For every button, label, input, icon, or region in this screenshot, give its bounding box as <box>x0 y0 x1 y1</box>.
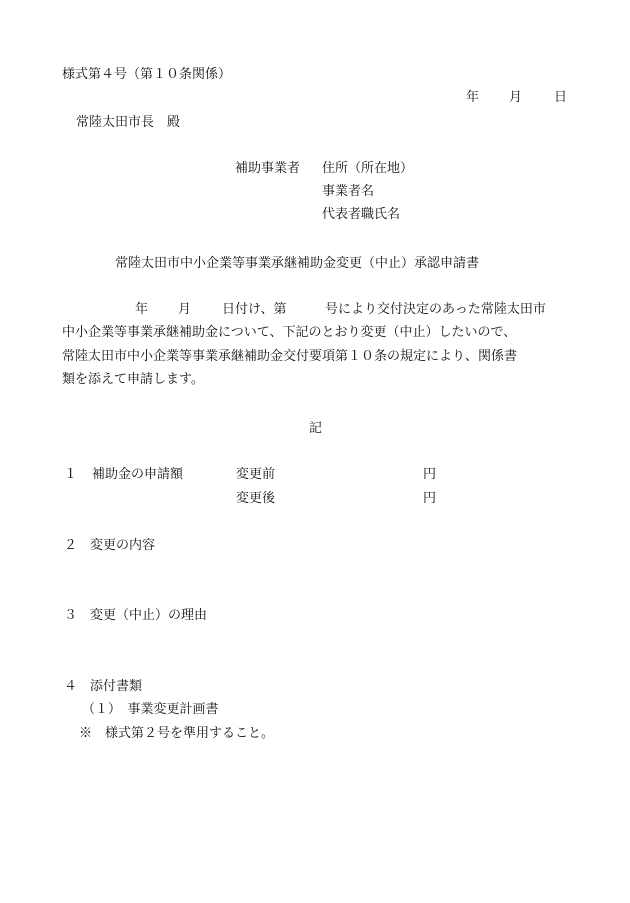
form-number: 様式第４号（第１０条関係） <box>62 67 232 82</box>
document-title: 常陸太田市中小企業等事業承継補助金変更（中止）承認申請書 <box>115 256 480 271</box>
date-day-label: 日 <box>554 90 568 105</box>
applicant-address-label: 住所（所在地） <box>322 161 414 176</box>
item1-before-label: 変更前 <box>236 467 276 482</box>
body-line4: 類を添えて申請します。 <box>62 372 204 387</box>
body-day-ref: 日付け、第 <box>222 302 287 317</box>
item2-heading: ２ 変更の内容 <box>64 538 156 553</box>
note: ※ 様式第２号を準用すること。 <box>79 726 275 741</box>
item1-after-label: 変更後 <box>236 491 276 506</box>
body-line3: 常陸太田市中小企業等事業承継補助金交付要項第１０条の規定により、関係書 <box>62 349 518 364</box>
applicant-role-label: 補助事業者 <box>235 161 301 176</box>
item3-heading: ３ 変更（中止）の理由 <box>64 608 208 623</box>
applicant-representative-label: 代表者職氏名 <box>322 207 401 222</box>
item1-label: 補助金の申請額 <box>92 467 184 482</box>
date-year-label: 年 <box>466 90 480 105</box>
body-month-label: 月 <box>178 302 192 317</box>
date-month-label: 月 <box>509 90 523 105</box>
item1-before-unit: 円 <box>423 467 437 482</box>
applicant-business-name-label: 事業者名 <box>322 184 375 199</box>
body-year-label: 年 <box>135 302 149 317</box>
addressee: 常陸太田市長 殿 <box>76 115 181 130</box>
item4-heading: ４ 添付書類 <box>64 679 143 694</box>
item1-after-unit: 円 <box>423 491 437 506</box>
item1-number: １ <box>64 467 78 482</box>
body-line2: 中小企業等事業承継補助金について、下記のとおり変更（中止）したいので、 <box>62 325 517 340</box>
ki-heading: 記 <box>309 421 323 436</box>
body-line1-rest: 号により交付決定のあった常陸太田市 <box>325 302 546 317</box>
item4-subitem: （１） 事業変更計画書 <box>82 702 219 717</box>
